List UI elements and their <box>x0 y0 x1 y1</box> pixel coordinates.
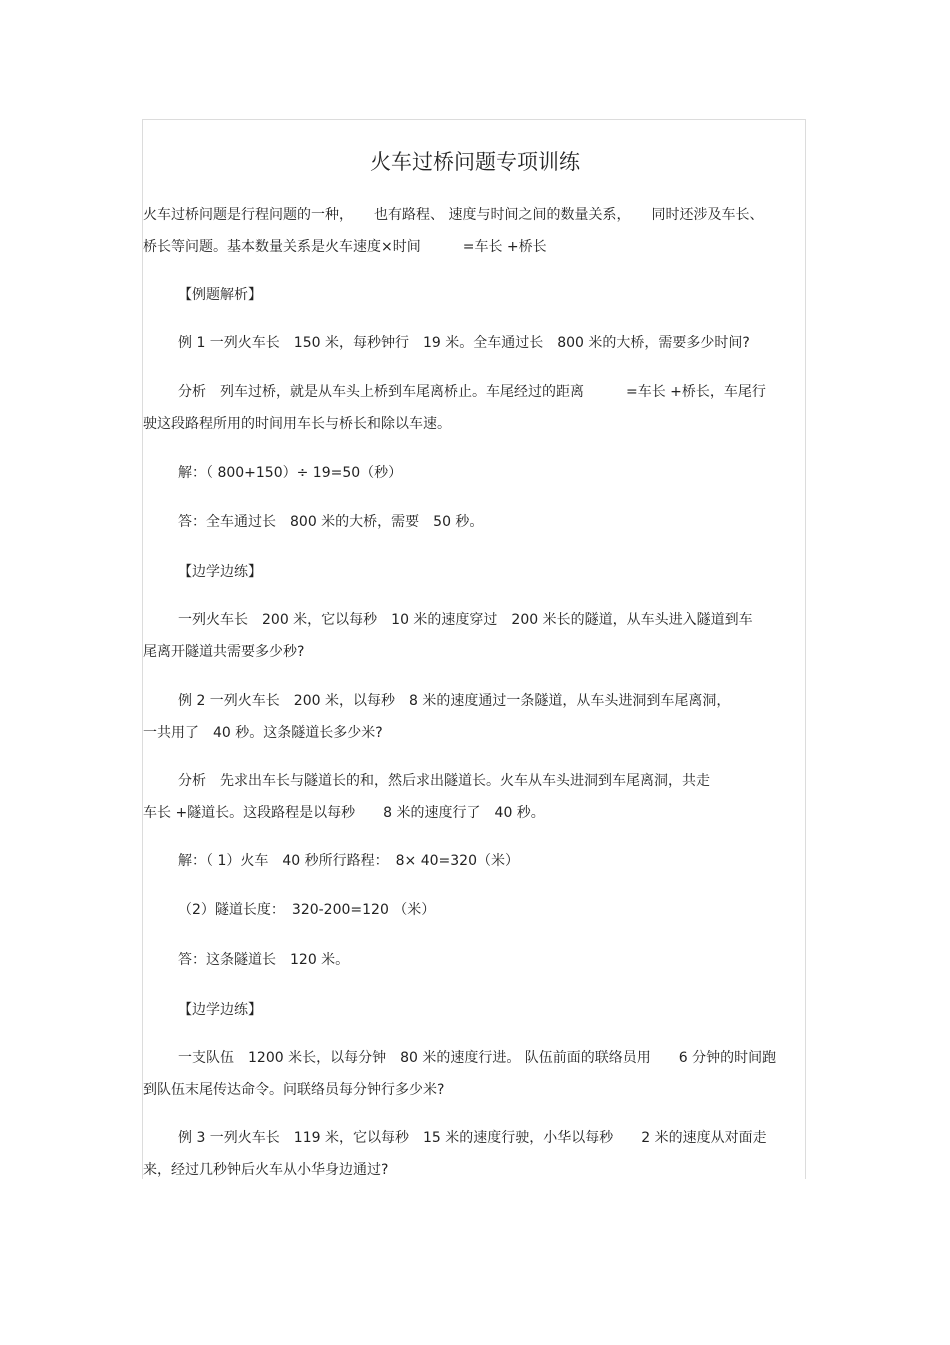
section-heading-practice-1: 【边学边练】 <box>178 564 262 580</box>
intro-line-1: 火车过桥问题是行程问题的一种， 也有路程、 速度与时间之间的数量关系， 同时还涉及车长、 <box>143 207 764 223</box>
example2-analysis <box>143 765 797 829</box>
practice1-paragraph <box>143 604 797 668</box>
example1-analysis-line-1: 分析 列车过桥，就是从车头上桥到车尾离桥止。车尾经过的距离 =车长 +桥长，车尾行 <box>178 384 766 400</box>
example1-analysis <box>143 376 797 440</box>
example1-analysis-line-2: 驶这段路程所用的时间用车长与桥长和除以车速。 <box>143 416 451 432</box>
section-heading-practice-2: 【边学边练】 <box>178 1002 262 1018</box>
practice1-line-2: 尾离开隧道共需要多少秒? <box>143 644 305 660</box>
example1-solution: 解：（ 800+150）÷ 19=50（秒） <box>178 465 403 481</box>
practice2-line-2: 到队伍末尾传达命令。问联络员每分钟行多少米? <box>143 1082 445 1098</box>
practice2-paragraph <box>143 1042 797 1106</box>
example1-question: 例 1 一列火车长 150 米，每秒钟行 19 米。全车通过长 800 米的大桥，需要多少时间? <box>178 335 750 351</box>
example3-question-line-1: 例 3 一列火车长 119 米，它以每秒 15 米的速度行驶，小华以每秒 2 米的速度从对面走 <box>178 1130 767 1146</box>
practice1-line-1: 一列火车长 200 米，它以每秒 10 米的速度穿过 200 米长的隧道，从车头进入隧道到车 <box>178 612 753 628</box>
intro-line-2: 桥长等问题。基本数量关系是火车速度×时间 =车长 +桥长 <box>143 239 547 255</box>
example3-question <box>143 1122 797 1186</box>
practice2-line-1: 一支队伍 1200 米长，以每分钟 80 米的速度行进。 队伍前面的联络员用 6 分钟的时间跑 <box>178 1050 777 1066</box>
example2-question-line-1: 例 2 一列火车长 200 米，以每秒 8 米的速度通过一条隧道，从车头进洞到车尾离洞， <box>178 693 731 709</box>
example2-answer: 答：这条隧道长 120 米。 <box>178 952 350 968</box>
example2-question <box>143 685 797 749</box>
example2-analysis-line-1: 分析 先求出车长与隧道长的和，然后求出隧道长。火车从车头进洞到车尾离洞，共走 <box>178 773 710 789</box>
example2-solution-step-2: （2）隧道长度： 320-200=120 （米） <box>178 902 436 918</box>
example3-question-line-2: 来，经过几秒钟后火车从小华身边通过? <box>143 1162 389 1178</box>
example2-solution-step-1: 解：（ 1）火车 40 秒所行路程： 8× 40=320（米） <box>178 853 519 869</box>
intro-paragraph <box>143 199 797 263</box>
page-title: 火车过桥问题专项训练 <box>370 150 580 174</box>
example2-analysis-line-2: 车长 +隧道长。这段路程是以每秒 8 米的速度行了 40 秒。 <box>143 805 545 821</box>
section-heading-examples: 【例题解析】 <box>178 287 262 303</box>
example2-question-line-2: 一共用了 40 秒。这条隧道长多少米? <box>143 725 383 741</box>
example1-answer: 答：全车通过长 800 米的大桥，需要 50 秒。 <box>178 514 484 530</box>
